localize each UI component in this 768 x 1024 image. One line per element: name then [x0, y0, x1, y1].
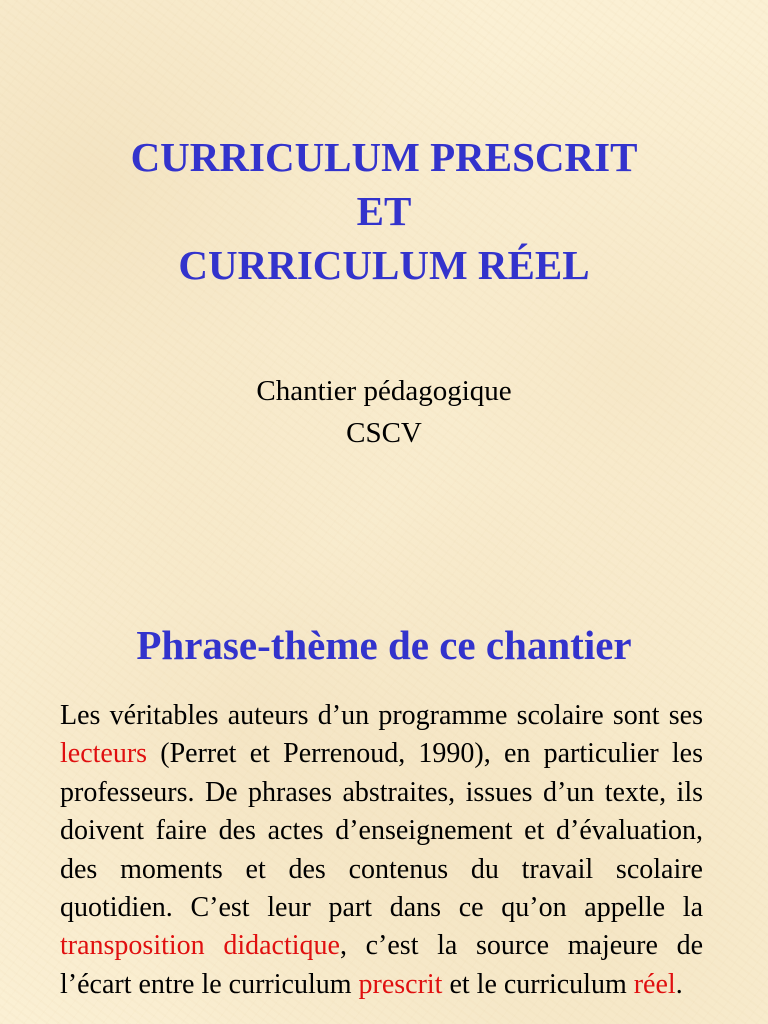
section-heading: Phrase-thème de ce chantier — [136, 622, 632, 668]
highlight-reel: réel — [633, 968, 676, 1000]
document-title — [0, 130, 768, 292]
paragraph-text-1: Les véritables auteurs d’un programme scolaire sont ses — [60, 700, 703, 731]
document-subtitle — [0, 370, 768, 454]
highlight-prescrit: prescrit — [358, 968, 443, 1000]
title-line-3: CURRICULUM RÉEL — [178, 242, 590, 288]
title-line-2: ET — [356, 188, 412, 234]
paragraph-text-2: (Perret et Perrenoud, 1990), en particulier les professeurs. De phrases abstraites, issues d’un texte, ils doivent faire des actes d’enseignement et d’évaluation, des moments et des contenus du travail scolaire quotidien. C’est leur part dans ce qu’on appelle la — [60, 738, 703, 924]
highlight-transposition: transposition didactique — [60, 930, 340, 962]
highlight-lecteurs: lecteurs — [60, 738, 148, 770]
paragraph-text-4: et le curriculum — [442, 968, 634, 1000]
paragraph-text-3: , c’est la source majeure de l’écart entre le curriculum — [60, 930, 703, 1000]
paragraph-text-5: . — [675, 968, 683, 1000]
title-line-1: CURRICULUM PRESCRIT — [130, 134, 638, 180]
subtitle-line-1: Chantier pédagogique — [256, 375, 512, 407]
body-paragraph — [60, 697, 703, 1004]
subtitle-line-2: CSCV — [346, 417, 422, 449]
